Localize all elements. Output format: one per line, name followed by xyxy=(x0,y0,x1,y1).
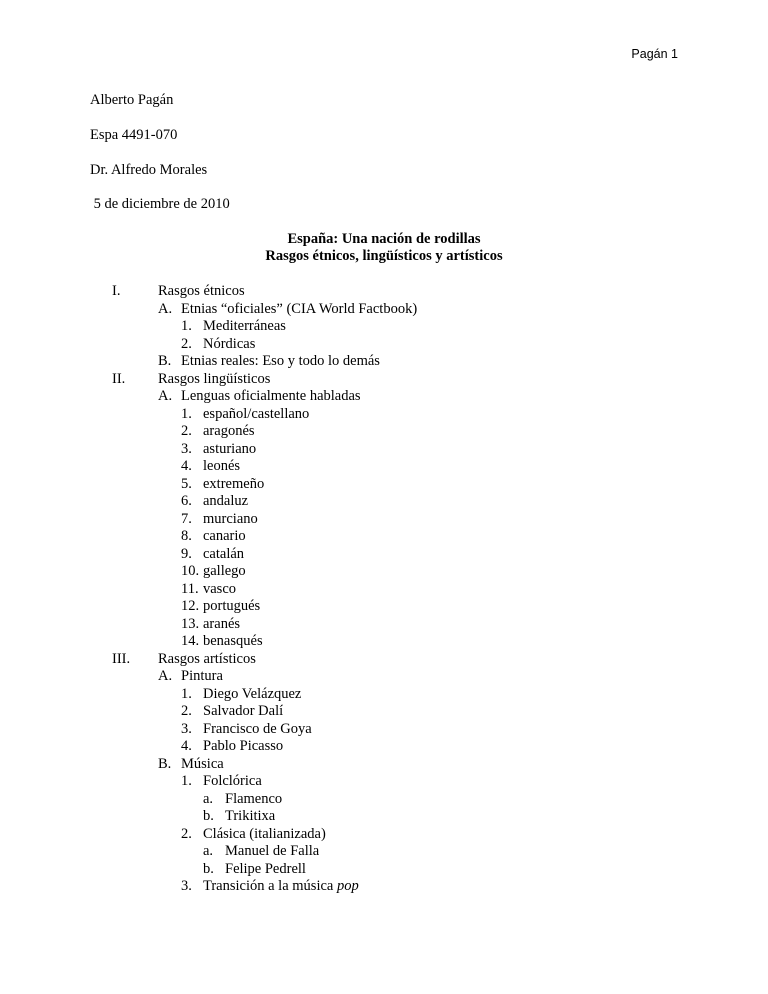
outline-item: B. Etnias reales: Eso y todo lo demás xyxy=(158,353,380,369)
outline-item: 1. Folclórica xyxy=(181,773,262,789)
outline-item: A. Lenguas oficialmente habladas xyxy=(158,388,361,404)
outline-item: III. Rasgos artísticos xyxy=(112,650,256,667)
italic-term: pop xyxy=(336,878,359,894)
page-number-header: Pagán 1 xyxy=(631,47,678,61)
outline-item: 2. Nórdicas xyxy=(181,335,256,352)
date-line: 5 de diciembre de 2010 xyxy=(90,196,230,212)
outline-item: 12. portugués xyxy=(181,598,261,614)
outline-item: 1. Diego Velázquez xyxy=(181,685,302,702)
outline-item: 1. Mediterráneas xyxy=(181,318,286,334)
outline-item: 6. andaluz xyxy=(181,493,249,509)
professor-line: Dr. Alfredo Morales xyxy=(90,162,208,178)
outline-item: I. Rasgos étnicos xyxy=(112,283,245,299)
outline-item: B. Música xyxy=(158,755,224,772)
outline-item: b. Trikitixa xyxy=(203,808,276,824)
outline-item: 7. murciano xyxy=(181,510,258,527)
outline-item: 2. aragonés xyxy=(181,423,255,439)
outline-item: 1. español/castellano xyxy=(181,405,310,422)
outline-item: 4. Pablo Picasso xyxy=(181,738,284,754)
document-title: España: Una nación de rodillas xyxy=(287,231,481,247)
outline-item: 8. canario xyxy=(181,528,246,544)
outline-item: 3. Transición a la música pop xyxy=(181,878,359,894)
outline-item: 2. Clásica (italianizada) xyxy=(181,825,326,842)
outline-item: a. Manuel de Falla xyxy=(203,843,320,859)
outline-item: A. Pintura xyxy=(158,668,223,684)
outline-item: 13. aranés xyxy=(181,615,241,632)
document-subtitle: Rasgos étnicos, lingüísticos y artísticos xyxy=(265,248,503,264)
outline-item: 4. leonés xyxy=(181,458,241,474)
outline-item: 14. benasqués xyxy=(181,633,263,649)
outline xyxy=(90,283,708,896)
outline-item: b. Felipe Pedrell xyxy=(203,860,306,877)
outline-item: a. Flamenco xyxy=(203,790,283,807)
outline-item: A. Etnias “oficiales” (CIA World Factbook) xyxy=(158,300,418,317)
outline-item: 2. Salvador Dalí xyxy=(181,703,284,719)
outline-item: 10. gallego xyxy=(181,563,246,579)
outline-item: 5. extremeño xyxy=(181,475,265,492)
outline-item: 9. catalán xyxy=(181,545,245,562)
outline-item: 3. Francisco de Goya xyxy=(181,720,312,737)
outline-item: 3. asturiano xyxy=(181,440,257,457)
course-line: Espa 4491-070 xyxy=(90,127,178,143)
author-line: Alberto Pagán xyxy=(90,92,174,108)
outline-item: 11. vasco xyxy=(181,580,237,597)
outline-item: II. Rasgos lingüísticos xyxy=(112,370,271,387)
